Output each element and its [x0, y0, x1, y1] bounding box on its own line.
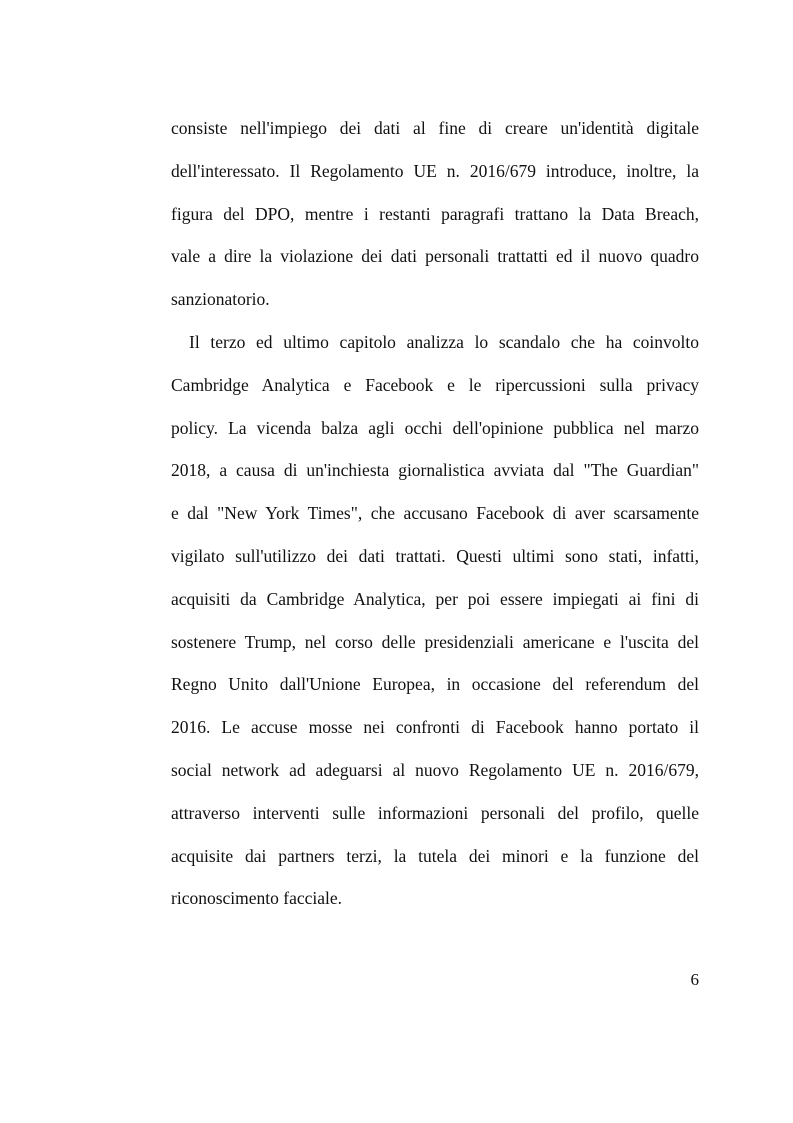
text-line: acquisite dai partners terzi, la tutela dei minori e la funzione del — [171, 845, 699, 866]
text-line: figura del DPO, mentre i restanti paragrafi trattano la Data Breach, — [171, 203, 699, 224]
text-line: vigilato sull'utilizzo dei dati trattati. Questi ultimi sono stati, infatti, — [171, 545, 699, 566]
text-line: dell'interessato. Il Regolamento UE n. 2016/679 introduce, inoltre, la — [171, 160, 699, 181]
text-line: attraverso interventi sulle informazioni personali del profilo, quelle — [171, 802, 699, 823]
text-line: acquisiti da Cambridge Analytica, per poi essere impiegati ai fini di — [171, 588, 699, 609]
text-line: Il terzo ed ultimo capitolo analizza lo scandalo che ha coinvolto — [189, 331, 699, 352]
page-number: 6 — [690, 970, 699, 989]
text-line: vale a dire la violazione dei dati personali trattatti ed il nuovo quadro — [171, 246, 699, 267]
text-line: riconoscimento facciale. — [171, 888, 343, 909]
text-line: 2018, a causa di un'inchiesta giornalistica avviata dal "The Guardian" — [171, 460, 699, 481]
text-line: social network ad adeguarsi al nuovo Regolamento UE n. 2016/679, — [171, 759, 699, 780]
text-line: consiste nell'impiego dei dati al fine di creare un'identità digitale — [171, 118, 699, 138]
text-line: sanzionatorio. — [171, 289, 270, 310]
text-line: 2016. Le accuse mosse nei confronti di Facebook hanno portato il — [171, 717, 699, 738]
body-text — [171, 107, 699, 920]
text-line: Regno Unito dall'Unione Europea, in occasione del referendum del — [171, 674, 699, 695]
text-line: e dal "New York Times", che accusano Facebook di aver scarsamente — [171, 503, 699, 524]
paragraph-1 — [171, 107, 699, 321]
paragraph-2 — [171, 321, 699, 920]
text-line: policy. La vicenda balza agli occhi dell'opinione pubblica nel marzo — [171, 417, 699, 438]
text-line: Cambridge Analytica e Facebook e le ripercussioni sulla privacy — [171, 374, 699, 395]
text-line: sostenere Trump, nel corso delle presidenziali americane e l'uscita del — [171, 631, 699, 652]
